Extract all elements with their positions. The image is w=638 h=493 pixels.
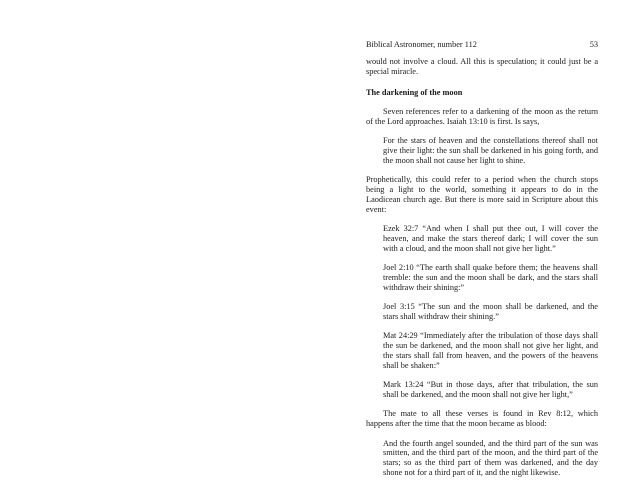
page-header — [366, 40, 598, 50]
page-number: 53 — [589, 40, 598, 49]
block-quote: For the stars of heaven and the constellations thereof shall not give their light: the sun shall be darkened in his going forth, and the moon shall not cause her light to shine. — [383, 136, 598, 165]
section-heading: The darkening of the moon — [366, 87, 463, 97]
running-title: Biblical Astronomer, number 112 — [366, 40, 477, 49]
paragraph: Seven references refer to a darkening of the moon as the return of the Lord approaches. Isaiah 13:10 is first. Is says, — [366, 107, 598, 126]
block-quote: And the fourth angel sounded, and the third part of the sun was smitten, and the third part of the moon, and the third part of the stars; so as the third part of them was darkened, and the day shone not for a third part of it, and the night likewise. — [383, 438, 598, 477]
paragraph: The mate to all these verses is found in Rev 8:12, which happens after the time that the moon became as blood: — [366, 409, 598, 428]
block-quote: Mark 13:24 “But in those days, after that tribulation, the sun shall be darkened, and the moon shall not give her light,” — [383, 380, 598, 399]
paragraph-continuation: would not involve a cloud. All this is speculation; it could just be a special miracle. — [366, 57, 598, 76]
block-quote: Joel 2:10 “The earth shall quake before them; the heavens shall tremble: the sun and the moon shall be dark, and the stars shall withdraw their shining:” — [383, 263, 598, 292]
block-quote: Mat 24:29 “Immediately after the tribulation of those days shall the sun be darkened, and the moon shall not give her light, and the stars shall fall from heaven, and the powers of the heavens shall be shaken:” — [383, 331, 598, 370]
paragraph: Prophetically, this could refer to a period when the church stops being a light to the world, something it appears to do in the Laodicean church age. But there is more said in Scripture about this event: — [366, 175, 598, 214]
block-quote: Ezek 32:7 “And when I shall put thee out, I will cover the heaven, and make the stars thereof dark; I will cover the sun with a cloud, and the moon shall not give her light.” — [383, 224, 598, 253]
block-quote: Joel 3:15 “The sun and the moon shall be darkened, and the stars shall withdraw their shining.” — [383, 302, 598, 321]
text-column — [366, 57, 598, 478]
